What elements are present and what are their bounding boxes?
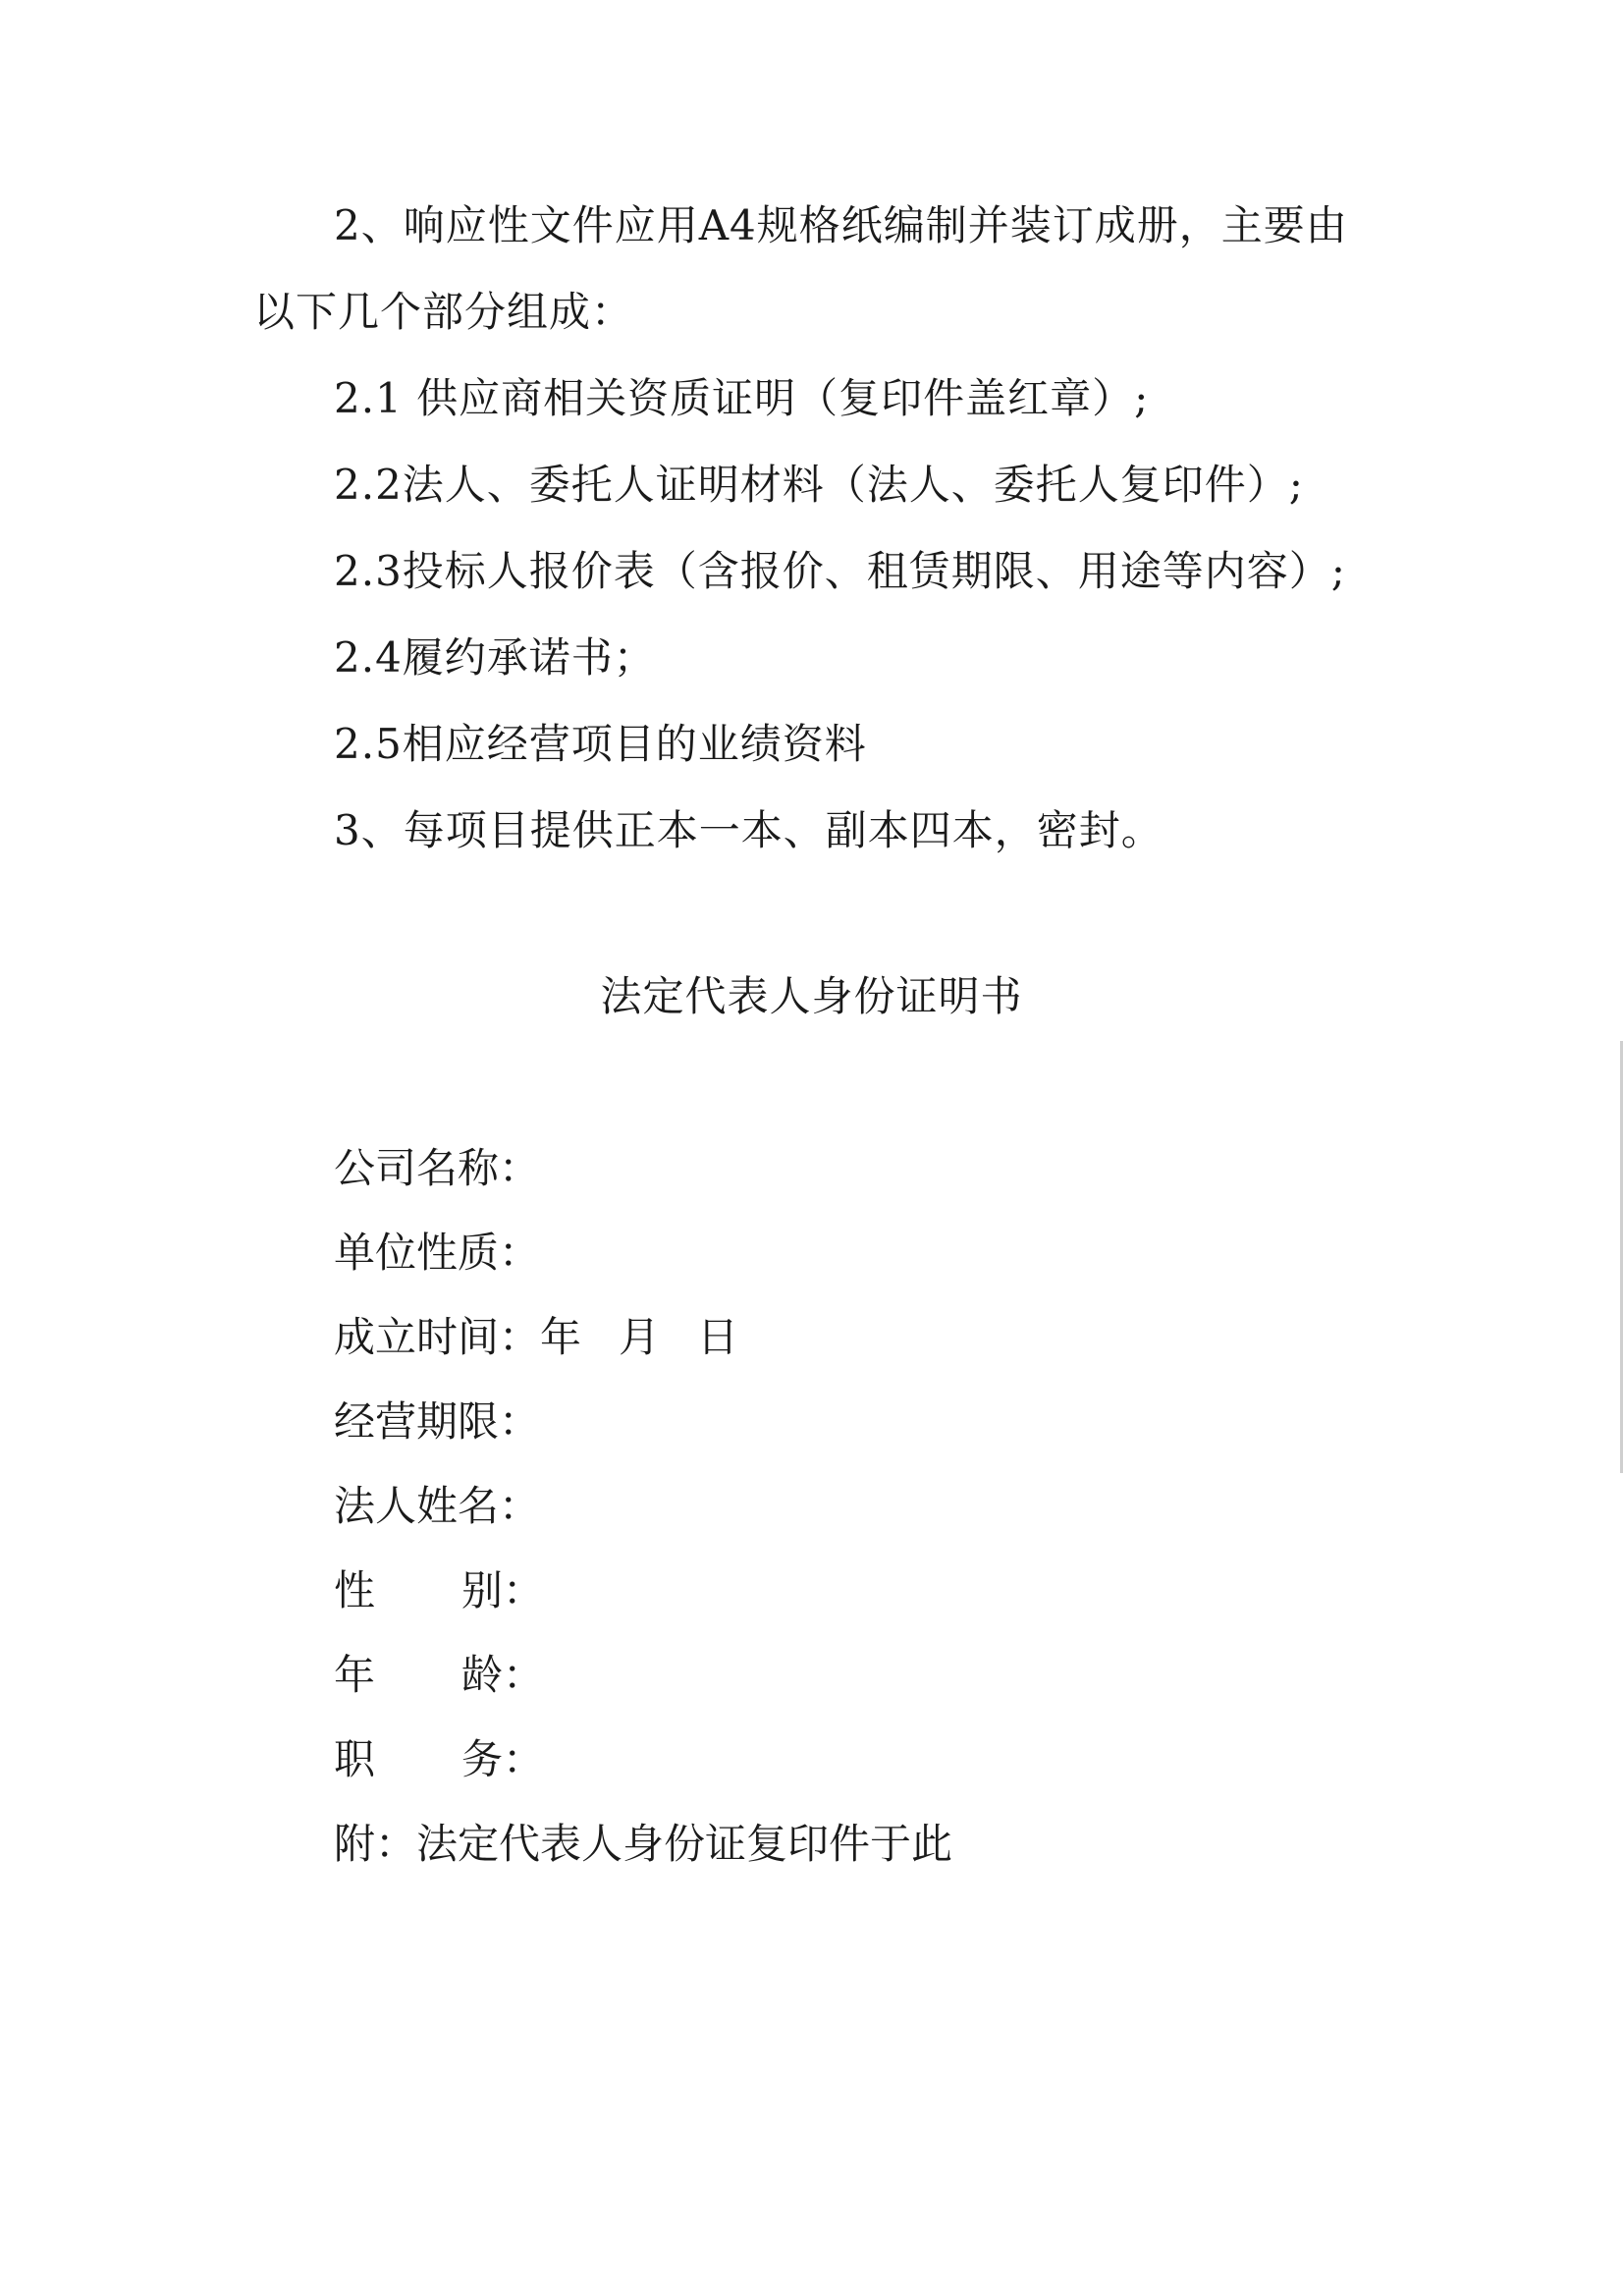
company-name-label: 公司名称：	[334, 1144, 541, 1192]
list-item: 2.1 供应商相关资质证明（复印件盖红章）;	[334, 374, 1150, 422]
established-label: 成立时间：	[334, 1313, 541, 1361]
gender-label-part-2: 别：	[461, 1566, 545, 1614]
business-term-label: 经营期限：	[334, 1397, 541, 1446]
list-item: 2.5相应经营项目的业绩资料	[334, 720, 867, 768]
age-row	[334, 1646, 544, 1705]
position-label-part-1: 职	[334, 1735, 376, 1783]
age-label-part-1: 年	[334, 1651, 376, 1699]
list-item: 2.2法人、委托人证明材料（法人、委托人复印件）;	[334, 461, 1304, 509]
month-label: 月	[619, 1313, 661, 1361]
paragraph-3: 3、每项目提供正本一本、副本四本，密封。	[334, 806, 1163, 854]
legal-person-name-label: 法人姓名：	[334, 1482, 541, 1530]
day-label: 日	[697, 1313, 739, 1361]
position-label-part-2: 务：	[461, 1735, 545, 1783]
certificate-title: 法定代表人身份证明书	[600, 972, 1023, 1020]
attachment-note: 附：法定代表人身份证复印件于此	[334, 1820, 953, 1868]
gender-label-part-1: 性	[334, 1566, 376, 1614]
age-label-part-2: 龄：	[461, 1651, 545, 1699]
paragraph-2-line-2: 以下几个部分组成：	[253, 288, 634, 336]
established-row	[334, 1308, 738, 1367]
unit-nature-label: 单位性质：	[334, 1229, 541, 1277]
year-label: 年	[540, 1313, 582, 1361]
list-item: 2.3投标人报价表（含报价、租赁期限、用途等内容）;	[334, 547, 1346, 595]
list-item: 2.4履约承诺书；	[334, 633, 656, 682]
gender-row	[334, 1561, 544, 1620]
position-row	[334, 1730, 544, 1789]
paragraph-2-line-1: 2、响应性文件应用A4规格纸编制并装订成册，主要由	[334, 201, 1348, 249]
